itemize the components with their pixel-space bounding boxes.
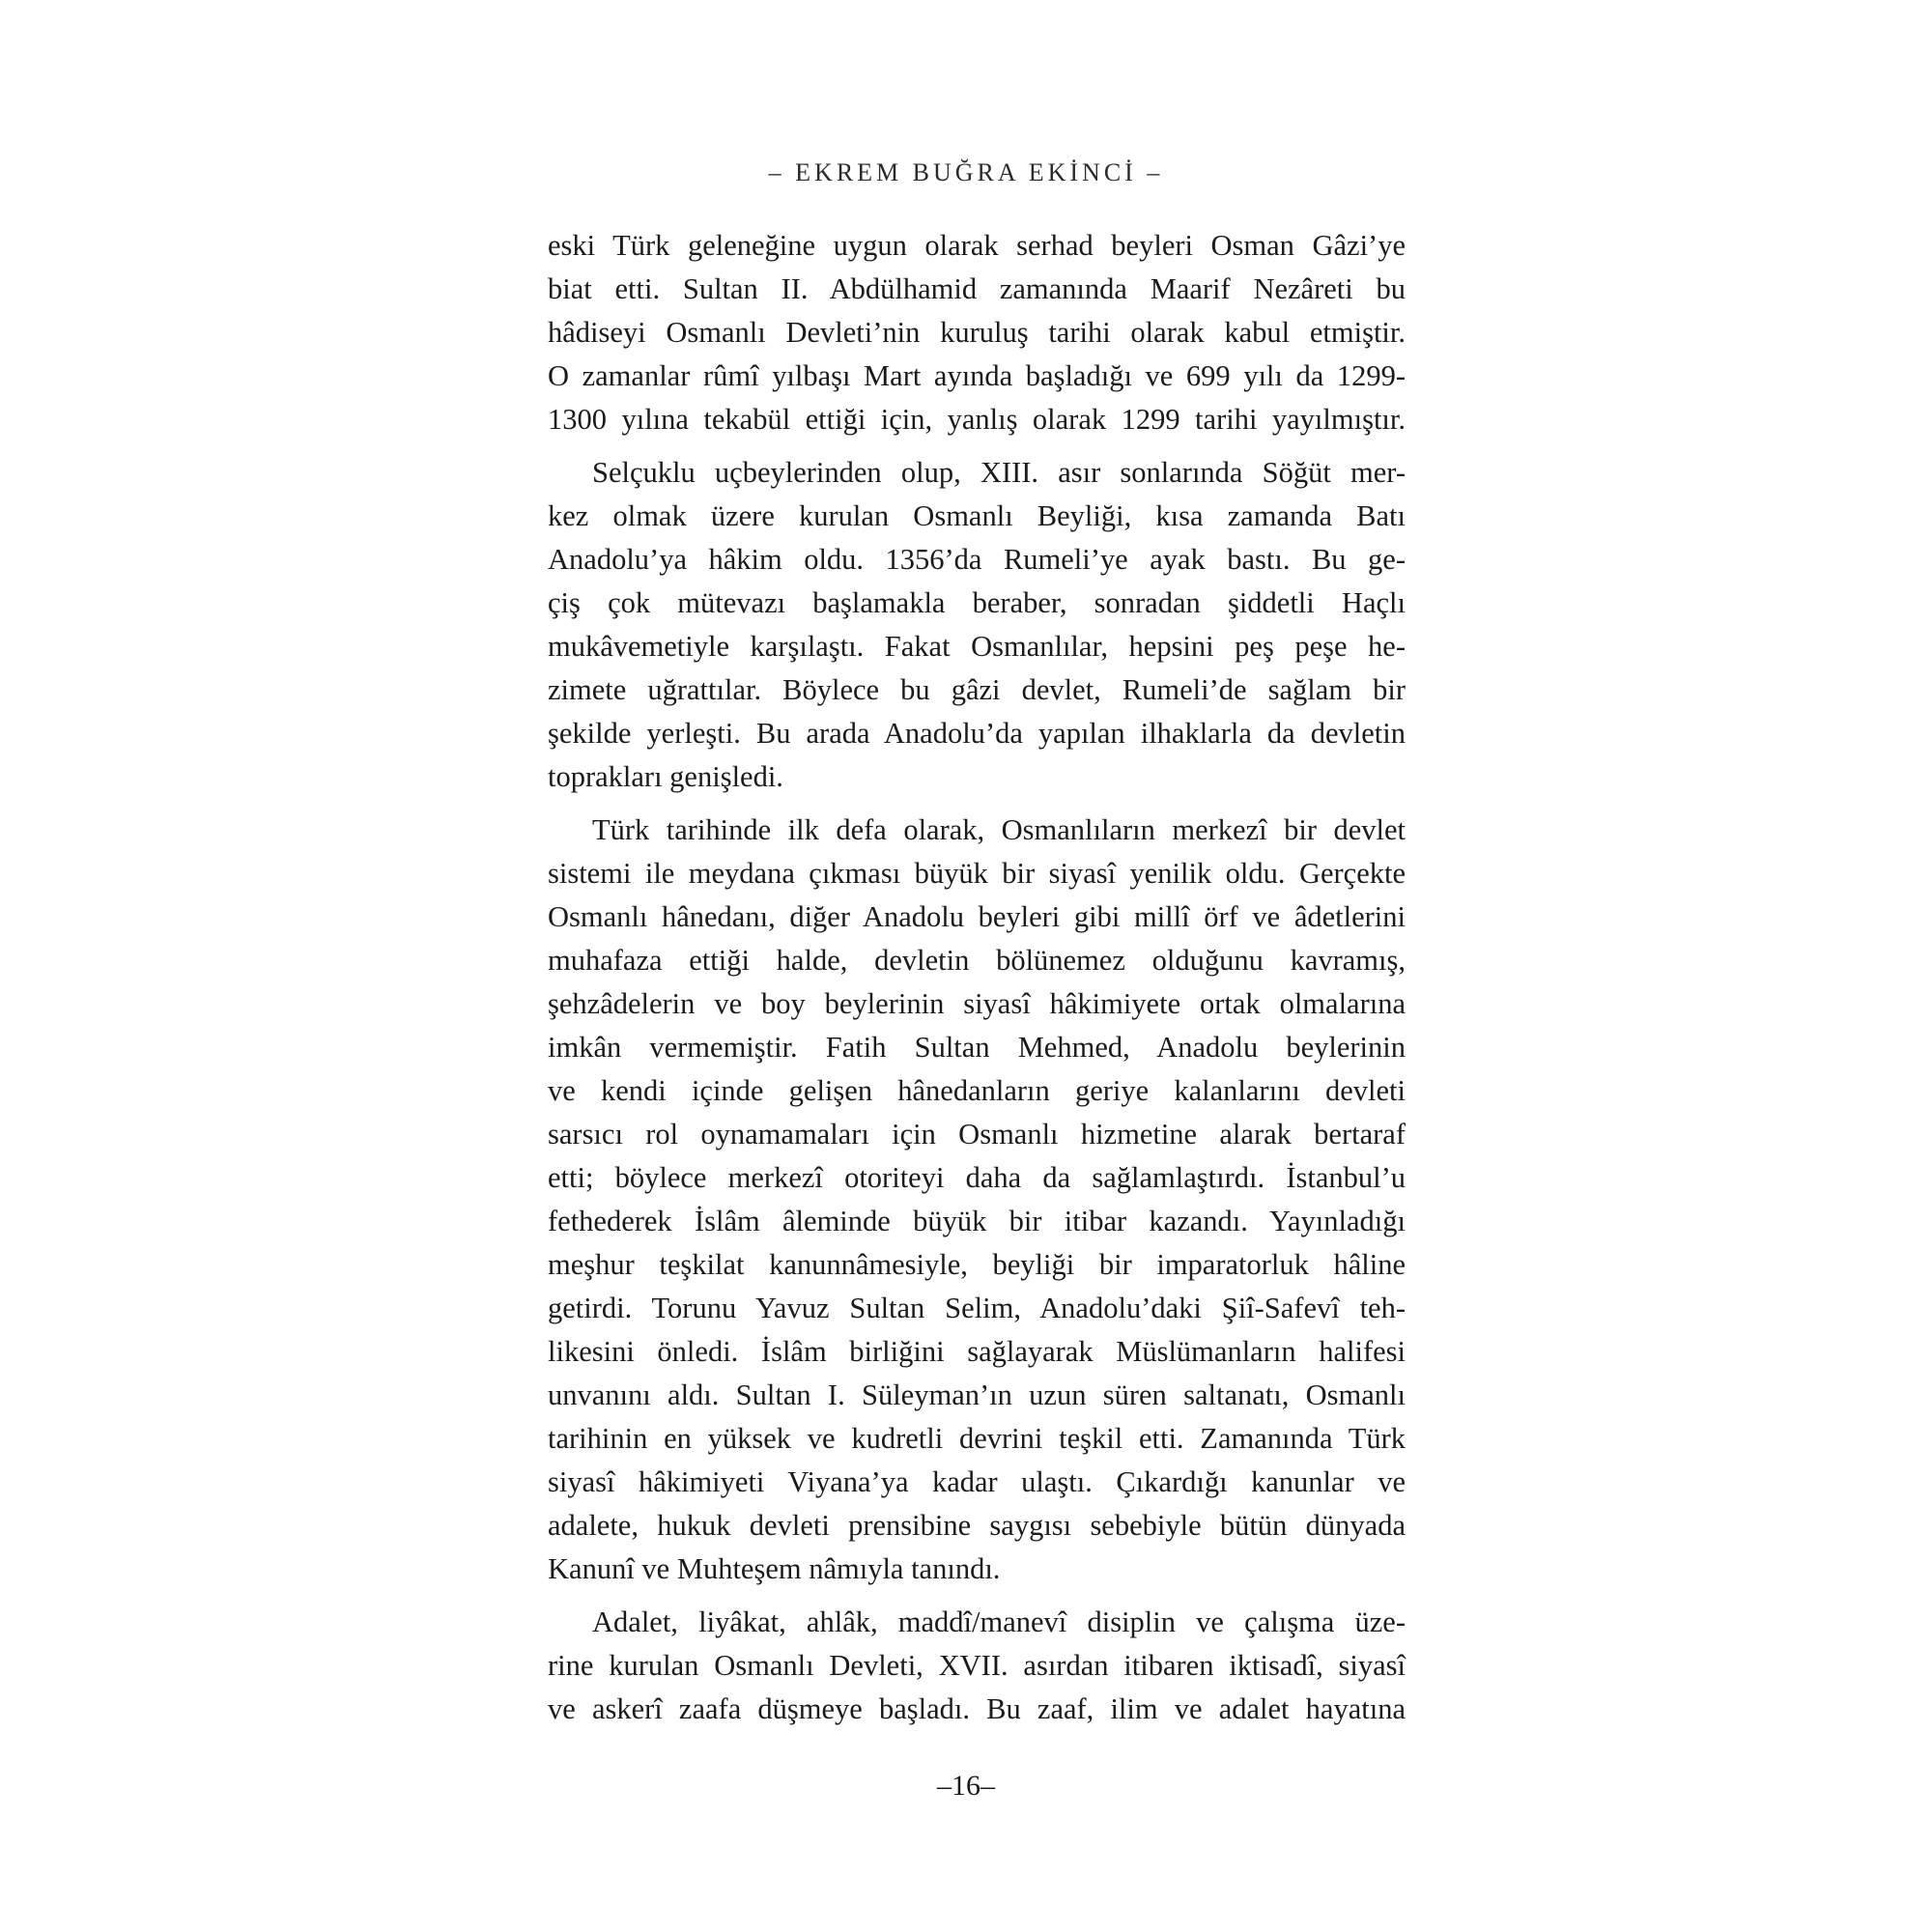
text-line: Adalet, liyâkat, ahlâk, maddî/manevî disiplin ve çalışma üze-: [592, 1605, 1406, 1638]
text-line: sistemi ile meydana çıkması büyük bir siyasî yenilik oldu. Gerçekte: [548, 857, 1406, 890]
text-line: Türk tarihinde ilk defa olarak, Osmanlıların merkezî bir devlet: [592, 813, 1406, 846]
text-line: meşhur teşkilat kanunnâmesiyle, beyliği bir imparatorluk hâline: [548, 1248, 1406, 1281]
text-line: ve askerî zaafa düşmeye başladı. Bu zaaf, ilim ve adalet hayatına: [548, 1692, 1406, 1725]
text-line: tarihinin en yüksek ve kudretli devrini teşkil etti. Zamanında Türk: [548, 1422, 1406, 1455]
text-line: rine kurulan Osmanlı Devleti, XVII. asırdan itibaren iktisadî, siyasî: [548, 1649, 1406, 1682]
text-line: kez olmak üzere kurulan Osmanlı Beyliği, kısa zamanda Batı: [548, 499, 1406, 532]
body-text: [548, 224, 1406, 1741]
paragraph-1: [548, 224, 1406, 441]
paragraph-4: [548, 1601, 1406, 1731]
text-line: etti; böylece merkezî otoriteyi daha da sağlamlaştırdı. İstanbul’u: [548, 1161, 1406, 1194]
text-line: Kanunî ve Muhteşem nâmıyla tanındı.: [548, 1552, 1001, 1585]
text-line: siyasî hâkimiyeti Viyana’ya kadar ulaştı. Çıkardığı kanunlar ve: [548, 1465, 1406, 1498]
paragraph-3: [548, 809, 1406, 1591]
text-line: muhafaza ettiği halde, devletin bölünemez olduğunu kavramış,: [548, 944, 1406, 977]
text-line: toprakları genişledi.: [548, 760, 783, 793]
text-line: imkân vermemiştir. Fatih Sultan Mehmed, Anadolu beylerinin: [548, 1031, 1406, 1064]
text-line: fethederek İslâm âleminde büyük bir itibar kazandı. Yayınladığı: [548, 1205, 1406, 1237]
text-line: Osmanlı hânedanı, diğer Anadolu beyleri gibi millî örf ve âdetlerini: [548, 900, 1406, 933]
text-line: eski Türk geleneğine uygun olarak serhad beyleri Osman Gâzi’ye: [548, 229, 1406, 262]
paragraph-2: [548, 451, 1406, 799]
text-line: mukâvemetiyle karşılaştı. Fakat Osmanlılar, hepsini peş peşe he-: [548, 630, 1406, 663]
text-line: adalete, hukuk devleti prensibine saygısı sebebiyle bütün dünyada: [548, 1509, 1406, 1542]
text-line: şekilde yerleşti. Bu arada Anadolu’da yapılan ilhaklarla da devletin: [548, 717, 1406, 750]
text-line: çiş çok mütevazı başlamakla beraber, sonradan şiddetli Haçlı: [548, 586, 1406, 619]
text-line: biat etti. Sultan II. Abdülhamid zamanında Maarif Nezâreti bu: [548, 272, 1406, 305]
text-line: hâdiseyi Osmanlı Devleti’nin kuruluş tarihi olarak kabul etmiştir.: [548, 316, 1406, 349]
text-line: sarsıcı rol oynamamaları için Osmanlı hizmetine alarak bertaraf: [548, 1118, 1406, 1151]
text-line: ve kendi içinde gelişen hânedanların geriye kalanlarını devleti: [548, 1074, 1406, 1107]
text-line: zimete uğrattılar. Böylece bu gâzi devlet, Rumeli’de sağlam bir: [548, 673, 1406, 706]
text-line: unvanını aldı. Sultan I. Süleyman’ın uzun süren saltanatı, Osmanlı: [548, 1378, 1406, 1411]
text-line: Anadolu’ya hâkim oldu. 1356’da Rumeli’ye ayak bastı. Bu ge-: [548, 543, 1406, 576]
text-line: Selçuklu uçbeylerinden olup, XIII. asır sonlarında Söğüt mer-: [592, 456, 1406, 489]
text-line: O zamanlar rûmî yılbaşı Mart ayında başladığı ve 699 yılı da 1299-: [548, 359, 1406, 392]
running-head: – EKREM BUĞRA EKİNCİ –: [768, 158, 1164, 186]
page-number: –16–: [937, 1770, 995, 1802]
text-line: şehzâdelerin ve boy beylerinin siyasî hâkimiyete ortak olmalarına: [548, 987, 1406, 1020]
text-line: 1300 yılına tekabül ettiği için, yanlış olarak 1299 tarihi yayılmıştır.: [548, 403, 1406, 436]
text-line: likesini önledi. İslâm birliğini sağlayarak Müslümanların halifesi: [548, 1335, 1406, 1368]
text-line: getirdi. Torunu Yavuz Sultan Selim, Anadolu’daki Şiî-Safevî teh-: [548, 1292, 1406, 1324]
